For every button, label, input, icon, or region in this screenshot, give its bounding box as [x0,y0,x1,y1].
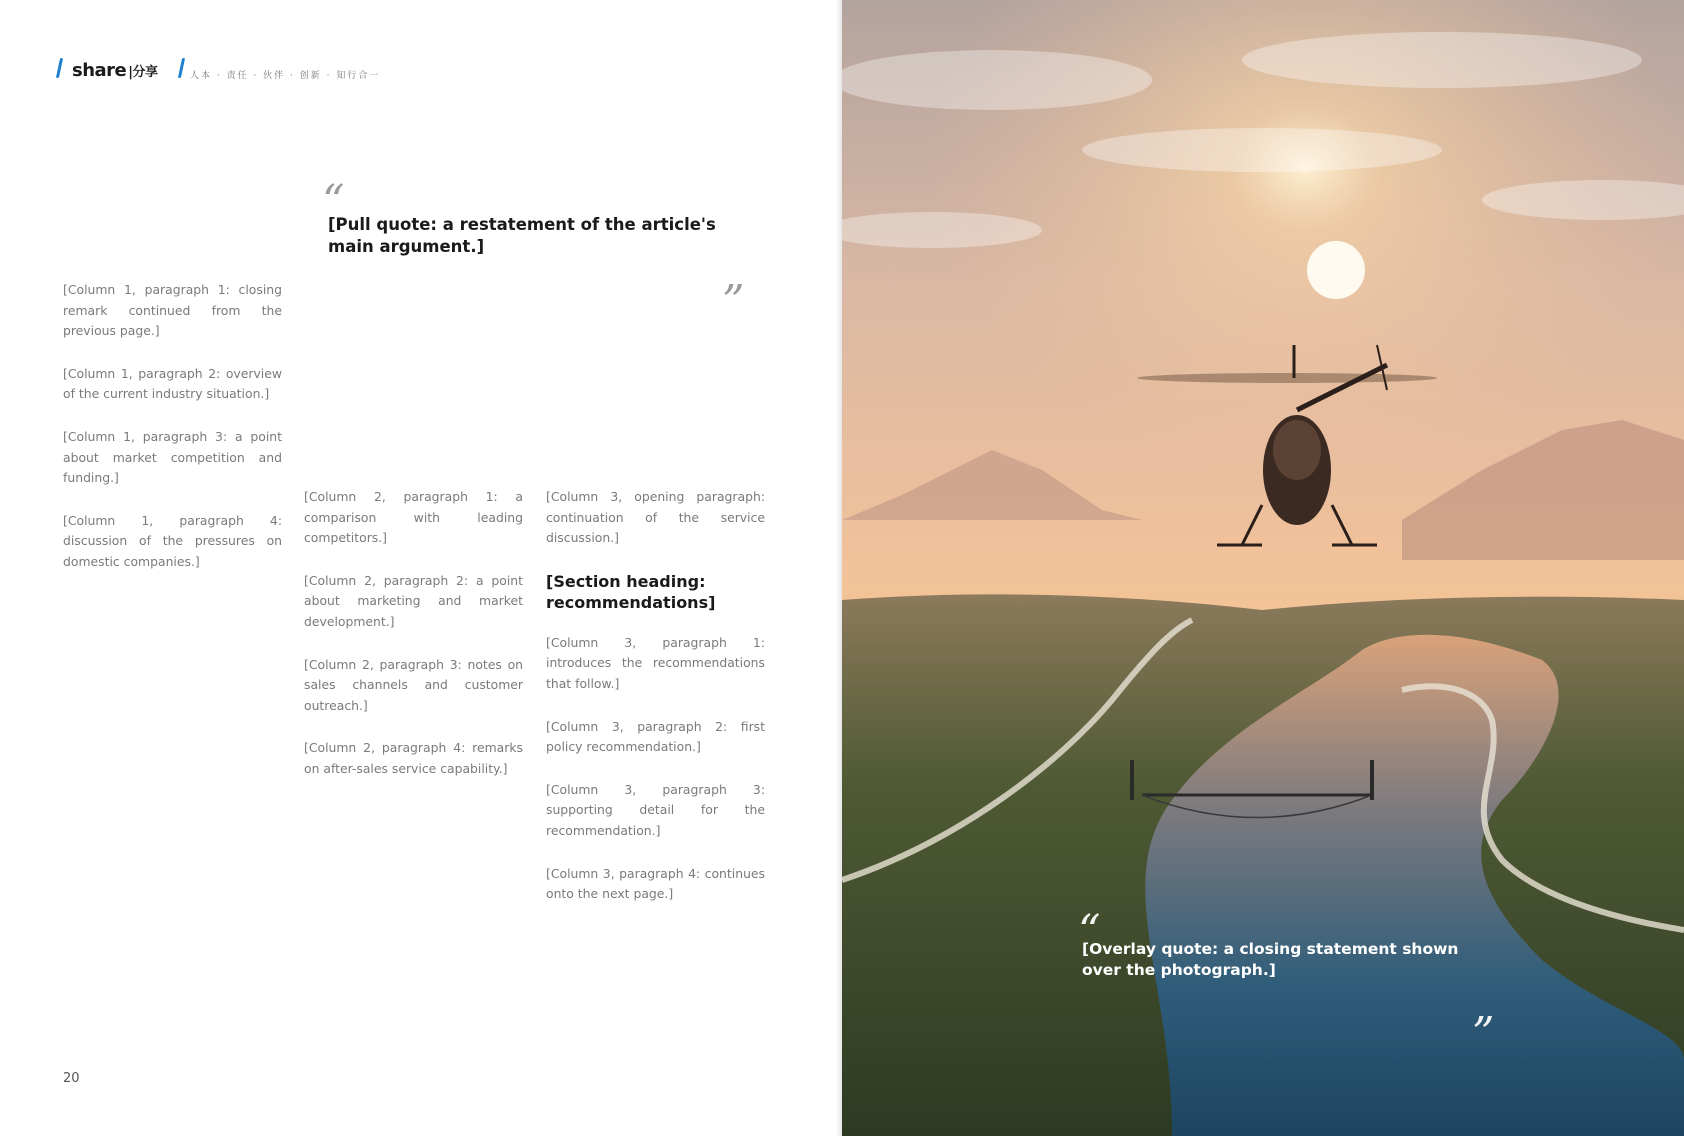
overlay-quote-open-mark: “ [1078,906,1101,957]
pull-quote: [Pull quote: a restatement of the article's main argument.] [328,215,716,256]
section-heading: [Section heading: recommendations] [546,571,716,612]
brand-subtitle: |分享 [128,65,158,80]
col3-paragraph: [Column 3, paragraph 4: continues onto the next page.] [546,865,765,902]
col2-paragraph: [Column 2, paragraph 4: remarks on after-sales service capability.] [304,740,523,776]
col2-paragraph: [Column 2, paragraph 2: a point about marketing and market development.] [304,572,523,629]
col3-paragraph: [Column 3, paragraph 2: first policy recommendation.] [546,718,765,755]
quote-close-mark: ” [722,276,745,327]
overlay-quote-close-mark: ” [1472,1008,1495,1059]
brand-name: share [72,60,127,81]
col1-paragraph: [Column 1, paragraph 4: discussion of the pressures on domestic companies.] [63,512,282,569]
text-column-2 [304,487,523,802]
tagline: 人本 · 责任 · 伙伴 · 创新 · 知行合一 [190,71,381,81]
text-column-3 [546,487,765,927]
brand-accent-bar [56,58,63,78]
col3-paragraph: [Column 3, paragraph 3: supporting detail for the recommendation.] [546,781,765,838]
col1-paragraph: [Column 1, paragraph 2: overview of the current industry situation.] [63,365,282,402]
overlay-quote: [Overlay quote: a closing statement shown over the photograph.] [1082,940,1459,979]
text-column-1 [63,280,282,595]
col3-paragraph: [Column 3, opening paragraph: continuation of the service discussion.] [546,489,765,546]
col1-paragraph: [Column 1, paragraph 1: closing remark continued from the previous page.] [63,282,282,339]
col2-paragraph: [Column 2, paragraph 3: notes on sales channels and customer outreach.] [304,656,523,713]
col2-paragraph: [Column 2, paragraph 1: a comparison with leading competitors.] [304,489,523,546]
tagline-accent-bar [178,58,185,78]
quote-open-mark: “ [322,176,345,227]
page-number: 20 [63,1071,80,1086]
brand-logo [72,60,158,81]
col3-paragraph: [Column 3, paragraph 1: introduces the recommendations that follow.] [546,634,765,691]
col1-paragraph: [Column 1, paragraph 3: a point about market competition and funding.] [63,428,282,486]
